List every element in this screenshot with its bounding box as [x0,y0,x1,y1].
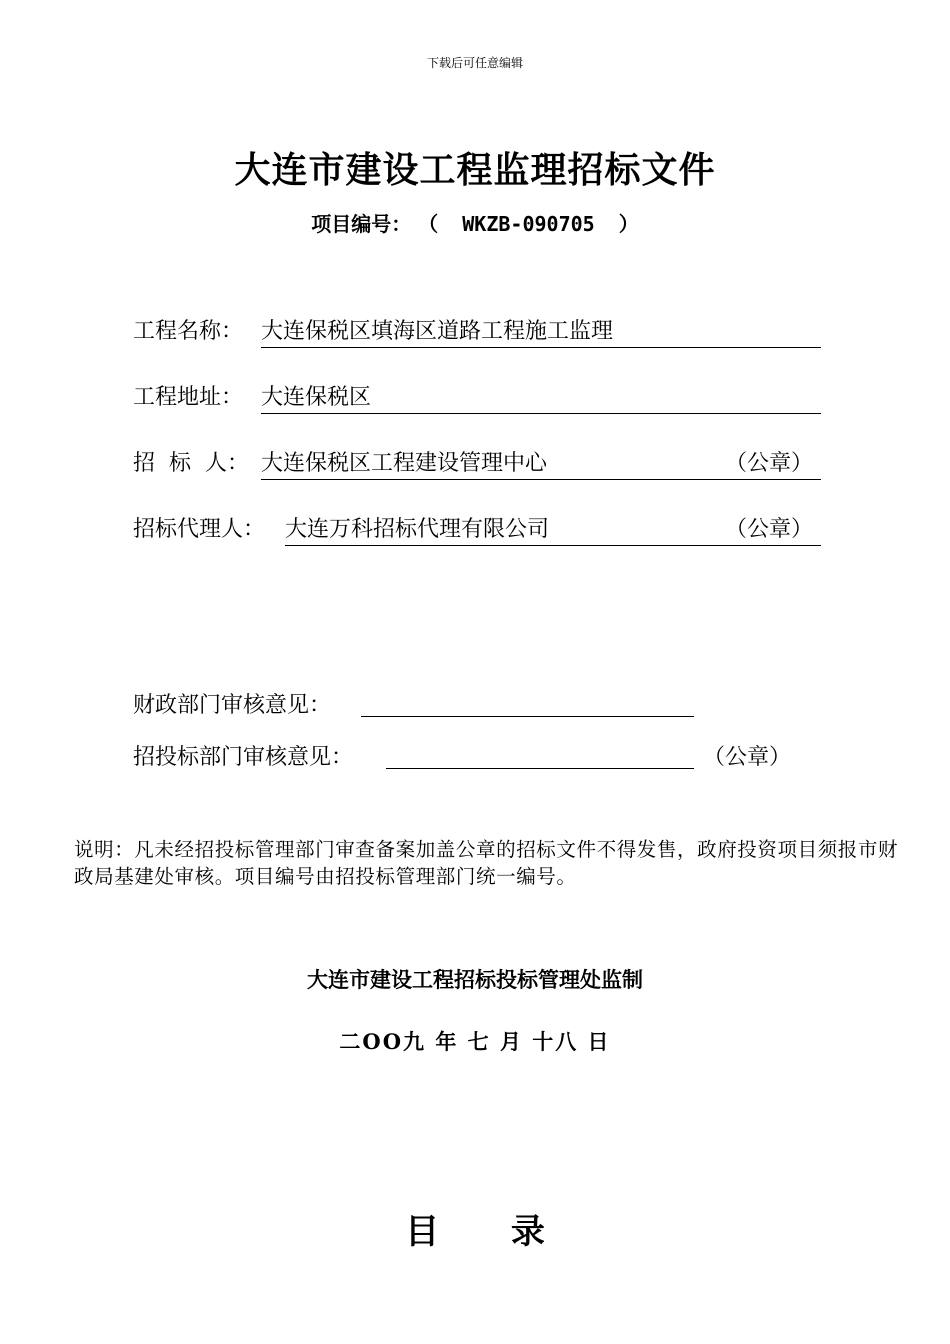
field-value: 大连保税区填海区道路工程施工监理 [261,319,614,344]
field-value-underline [261,446,821,480]
field-project-address [133,380,821,414]
field-value: 大连保税区工程建设管理中心 [261,451,548,476]
field-value-underline [285,512,821,546]
document-title: 大连市建设工程监理招标文件 [234,149,716,191]
opinion-label: 招投标部门审核意见： [133,745,354,770]
seal-mark: （公章） [703,745,792,770]
field-value-underline [261,314,821,348]
toc-heading: 目 录 [405,1212,545,1252]
project-number [0,208,950,237]
header-note: 下载后可任意编辑 [426,56,523,70]
field-label: 工程地址： [133,385,244,410]
field-value: 大连保税区 [261,385,372,410]
seal-mark: （公章） [724,451,813,476]
finance-review-opinion [133,688,733,722]
field-value: 大连万科招标代理有限公司 [285,517,550,542]
field-tenderer [133,446,821,480]
opinion-label: 财政部门审核意见： [133,693,332,718]
field-tender-agent [133,512,821,546]
issue-date: 二OO九 年 七 月 十八 日 [339,1029,611,1054]
issuer: 大连市建设工程招标投标管理处监制 [307,967,643,992]
project-number-value: （ WKZB-090705 ） [418,212,639,236]
field-project-name [133,314,821,348]
field-label: 招标代理人： [133,517,266,542]
field-value-underline [261,380,821,414]
seal-mark: （公章） [724,517,813,542]
field-label: 招 标 人： [133,451,249,476]
field-label: 工程名称： [133,319,244,344]
tender-review-opinion [133,740,813,774]
explanation-note: 说明：凡未经招投标管理部门审查备案加盖公章的招标文件不得发售，政府投资项目须报市财政局基建处审核。项目编号由招投标管理部门统一编号。 [74,838,899,888]
opinion-blank-line [361,716,694,717]
opinion-blank-line [386,768,694,769]
project-number-label: 项目编号： [311,212,412,236]
